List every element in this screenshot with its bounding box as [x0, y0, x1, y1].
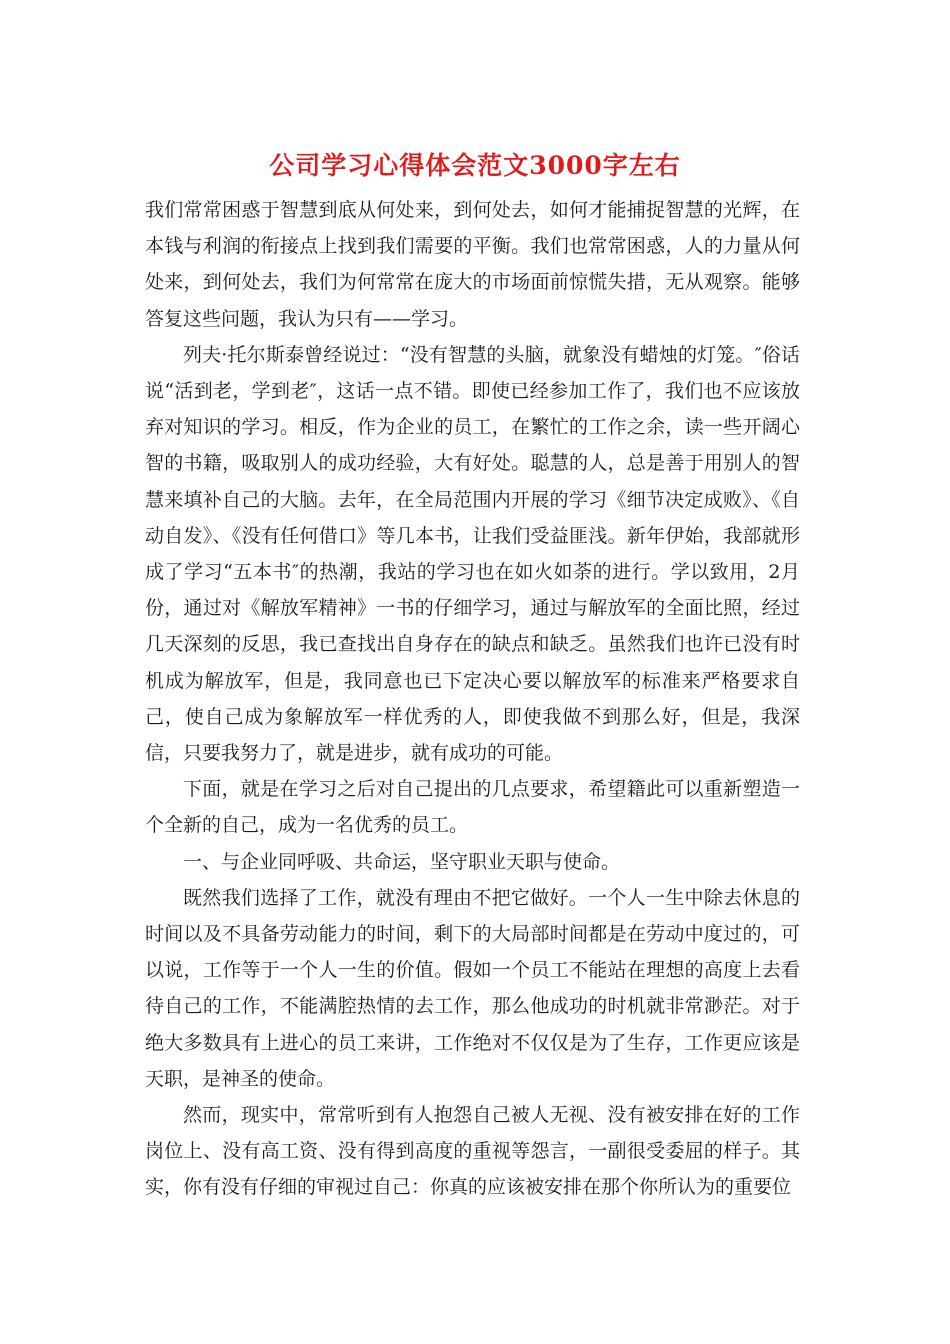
document-title: 公司学习心得体会范文3000字左右 [269, 151, 681, 180]
paragraph-3: 下面，就是在学习之后对自己提出的几点要求，希望籍此可以重新塑造一个全新的自己，成为一名优秀的员工。 [145, 778, 800, 837]
document-body [145, 192, 800, 1206]
paragraph-5: 然而，现实中，常常听到有人抱怨自己被人无视、没有被安排在好的工作岗位上、没有高工资、没有得到高度的重视等怨言，一副很受委屈的样子。其实，你有没有仔细的审视过自己：你真的应该被安排在那个你所认为的重要位 [145, 1104, 800, 1199]
paragraph-1: 我们常常困惑于智慧到底从何处来，到何处去，如何才能捕捉智慧的光辉，在本钱与利润的衔接点上找到我们需要的平衡。我们也常常困惑，人的力量从何处来，到何处去，我们为何常常在庞大的市场面前惊慌失措，无从观察。能够答复这些问题，我认为只有——学习。 [145, 199, 800, 330]
section-heading-1: 一、与企业同呼吸、共命运，坚守职业天职与使命。 [183, 850, 621, 873]
paragraph-4: 既然我们选择了工作，就没有理由不把它做好。一个人一生中除去休息的时间以及不具备劳动能力的时间，剩下的大局部时间都是在劳动中度过的，可以说，工作等于一个人一生的价值。假如一个员工不能站在理想的高度上去看待自己的工作，不能满腔热情的去工作，那么他成功的时机就非常渺茫。对于绝大多数具有上进心的员工来讲，工作绝对不仅仅是为了生存，工作更应该是天职，是神圣的使命。 [145, 886, 800, 1090]
paragraph-2: 列夫·托尔斯泰曾经说过：“没有智慧的头脑，就象没有蜡烛的灯笼。″俗话说“活到老，学到老″，这话一点不错。即使已经参加工作了，我们也不应该放弃对知识的学习。相反，作为企业的员工，在繁忙的工作之余，读一些开阔心智的书籍，吸取别人的成功经验，大有好处。聪慧的人，总是善于用别人的智慧来填补自己的大脑。去年，在全局范围内开展的学习《细节决定成败》、《自动自发》、《没有任何借口》等几本书，让我们受益匪浅。新年伊始，我部就形成了学习“五本书″的热潮，我站的学习也在如火如荼的进行。学以致用，2月份，通过对《解放军精神》一书的仔细学习，通过与解放军的全面比照，经过几天深刻的反思，我已查找出自身存在的缺点和缺乏。虽然我们也许已没有时机成为解放军，但是，我同意也已下定决心要以解放军的标准来严格要求自己，使自己成为象解放军一样优秀的人，即使我做不到那么好，但是，我深信，只要我努力了，就是进步，就有成功的可能。 [145, 343, 800, 765]
